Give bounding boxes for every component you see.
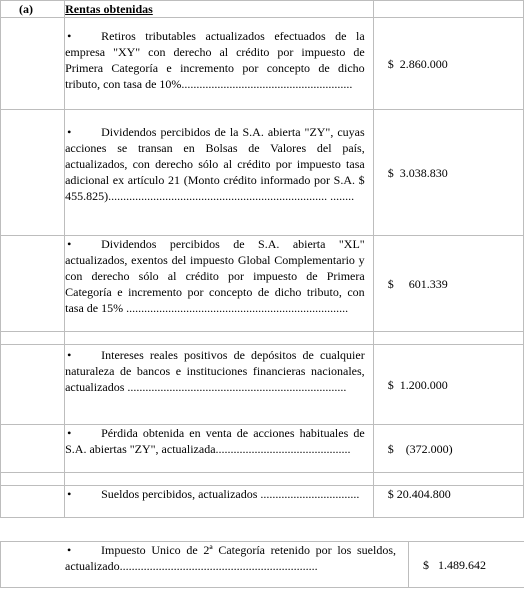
income-item-amount: $ 1.200.000 [373,345,523,425]
section-header-row [1,1,524,18]
tax-item-amount: $ 1.489.642 [409,542,524,588]
bullet-icon: • [67,125,72,139]
bullet-icon: • [67,29,72,43]
bullet-icon: • [67,237,72,251]
income-row [1,345,524,425]
income-row [1,18,524,110]
income-item-text: Pérdida obtenida en venta de acciones habituales de S.A. abiertas "ZY", actualizada............................................. [65,426,365,456]
tax-item-text: Impuesto Unico de 2ª Categoría retenido por los sueldos, actualizado.................................................................. [65,543,396,573]
income-row [1,486,524,518]
income-item-5 [65,425,374,473]
section-title: Rentas obtenidas [65,1,374,18]
income-item-3 [65,236,374,332]
income-item-amount: $ (372.000) [373,425,523,473]
spacer-row [1,332,524,345]
bullet-icon: • [67,426,72,440]
bullet-icon: • [67,348,72,362]
bullet-icon: • [67,487,72,501]
tax-table [0,541,524,588]
income-item-6 [65,486,374,518]
income-row [1,110,524,236]
income-item-amount: $ 3.038.830 [373,110,523,236]
bullet-icon: • [67,543,72,557]
amount-cell-empty [373,1,523,18]
income-row [1,425,524,473]
tax-row [1,542,524,588]
income-item-amount: $ 2.860.000 [373,18,523,110]
income-row [1,236,524,332]
income-item-text: Retiros tributables actualizados efectuados de la empresa "XY" con derecho al crédito por impuesto de Primera Categoría e incremento por concepto de dicho tributo, con tasa de 10%......................................................... [65,29,365,91]
section-label: (a) [1,1,65,18]
income-item-2 [65,110,374,236]
tax-item [1,542,409,588]
income-item-text: Dividendos percibidos de S.A. abierta "XL" actualizados, exentos del impuesto Global Complementario y con derecho sólo al crédito por impuesto de Primera Categoría e incremento por concepto de dicho tributo, con tasa de 15% .......................................................................... [65,237,365,315]
income-item-text: Dividendos percibidos de la S.A. abierta "ZY", cuyas acciones se transan en Bolsas de Valores del país, actualizados, con derecho sólo al crédito por impuesto tasa adicional ex artículo 21 (Monto crédito informado por S.A. $ 455.825)......................................................................... ........ [65,125,365,203]
income-item-text: Intereses reales positivos de depósitos de cualquier naturaleza de bancos e instituciones financieras nacionales, actualizados ......................................................................... [65,348,365,394]
income-item-amount: $ 20.404.800 [373,486,523,518]
income-item-1 [65,18,374,110]
income-item-text: Sueldos percibidos, actualizados ................................. [101,487,360,501]
spacer-row [1,473,524,486]
income-item-amount: $ 601.339 [373,236,523,332]
income-item-4 [65,345,374,425]
